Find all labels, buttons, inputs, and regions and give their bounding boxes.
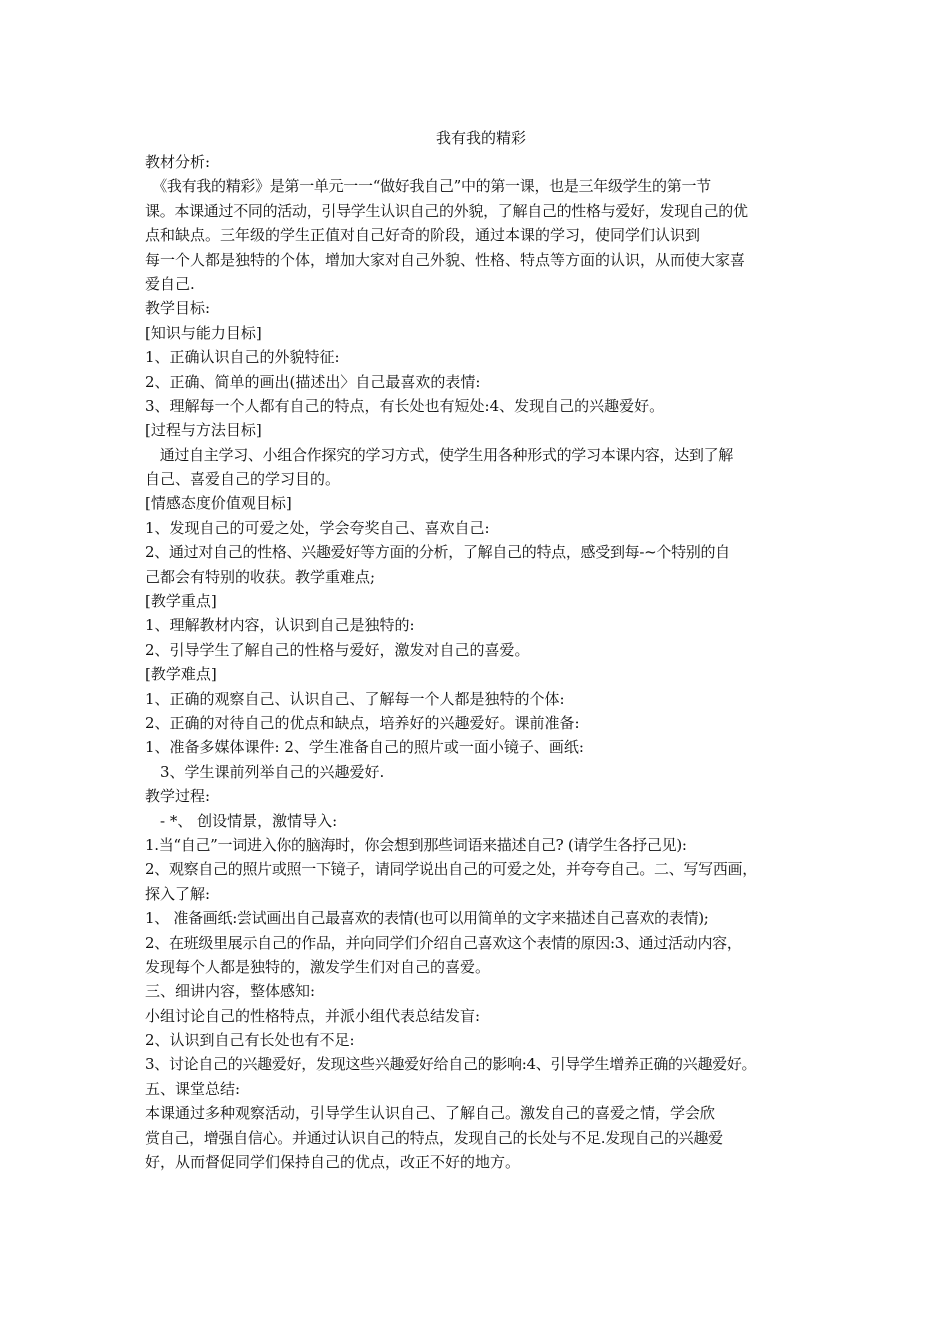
list-item: 1、 准备画纸:尝试画出自己最喜欢的表情(也可以用简单的文字来描述自己喜欢的表情); (145, 909, 709, 928)
section-heading: 教材分析: (145, 153, 211, 171)
paragraph-line: 自己、喜爱自己的学习目的。 (145, 470, 341, 489)
list-item: 1、理解教材内容，认识到自己是独特的: (145, 616, 415, 635)
list-item: 1、准备多媒体课件: 2、学生准备自己的照片或一面小镜子、画纸: (145, 738, 584, 757)
list-item: 2、引导学生了解自己的性格与爱好，激发对自己的喜爱。 (145, 640, 530, 659)
paragraph-line: 课。本课通过不同的活动，引导学生认识自己的外貌，了解自己的性格与爱好，发现自己的优 (145, 201, 748, 220)
list-item: 探入了解: (145, 884, 211, 903)
paragraph-line: 赏自己，增强自信心。并通过认识自己的特点，发现自己的长处与不足.发现自己的兴趣爱 (145, 1128, 723, 1147)
subsection-heading: [教学重点] (145, 592, 217, 611)
section-heading: 教学目标: (145, 299, 211, 318)
list-item: 己都会有特别的收获。教学重难点; (145, 567, 376, 586)
step-heading: 五、课堂总结: (145, 1079, 241, 1098)
paragraph-line: 每一个人都是独特的个体，增加大家对自己外貌、性格、特点等方面的认识，从而使大家喜 (145, 250, 746, 269)
paragraph-line: 《我有我的精彩》是第一单元一一“做好我自己”中的第一课，也是三年级学生的第一节 (145, 177, 711, 196)
paragraph-line: 爱自己. (145, 274, 195, 293)
list-item: 2、在班级里展示自己的作品，并向同学们介绍自己喜欢这个表情的原因:3、通过活动内容， (145, 933, 742, 952)
paragraph-line: 点和缺点。三年级的学生正值对自己好奇的阶段，通过本课的学习，使同学们认识到 (145, 226, 701, 245)
step-heading: - *、 创设情景，激情导入: (145, 811, 338, 830)
list-item: 3、讨论自己的兴趣爱好，发现这些兴趣爱好给自己的影响:4、引导学生增养正确的兴趣爱好。 (145, 1055, 757, 1074)
list-item: 2、观察自己的照片或照一下镜子，请同学说出自己的可爱之处，并夸夸自己。二、写写西画， (145, 860, 757, 879)
document-page (145, 126, 817, 1174)
list-item: 3、理解每一个人都有自己的特点，有长处也有短处:4、发现自己的兴趣爱好。 (145, 396, 665, 415)
paragraph-line: 好，从而督促同学们保持自己的优点，改正不好的地方。 (145, 1153, 521, 1172)
subsection-heading: [过程与方法目标] (145, 421, 262, 440)
document-title: 我有我的精彩 (435, 129, 526, 147)
list-item: 发现每个人都是独特的，激发学生们对自己的喜爱。 (145, 957, 491, 976)
section-heading: 教学过程: (145, 787, 211, 806)
list-item: 2、认识到自己有长处也有不足: (145, 1031, 355, 1050)
subsection-heading: [知识与能力目标] (145, 323, 262, 342)
subsection-heading: [情感态度价值观目标] (145, 494, 292, 513)
list-item: 1、正确认识自己的外貌特征: (145, 348, 340, 367)
list-item: 1、正确的观察自己、认识自己、了解每一个人都是独特的个体: (145, 689, 565, 708)
list-item: 1.当“自己”一词进入你的脑海时，你会想到那些词语来描述自己? (请学生各抒己见): (145, 835, 687, 854)
list-item: 2、正确、简单的画出(描述出〉自己最喜欢的表情: (145, 372, 481, 391)
step-heading: 三、细讲内容，整体感知: (145, 982, 316, 1001)
document-body (145, 150, 817, 1174)
list-item: 1、发现自己的可爱之处，学会夸奖自己、喜欢自己: (145, 518, 490, 537)
list-item: 小组讨论自己的性格特点，并派小组代表总结发盲: (145, 1006, 481, 1025)
list-item: 2、通过对自己的性格、兴趣爱好等方面的分析，了解自己的特点，感受到每-~个特别的自 (145, 543, 730, 562)
list-item: 2、正确的对待自己的优点和缺点，培养好的兴趣爱好。课前准备: (145, 713, 580, 732)
paragraph-line: 本课通过多种观察活动，引导学生认识自己、了解自己。激发自己的喜爱之情，学会欣 (145, 1104, 716, 1123)
subsection-heading: [教学难点] (145, 665, 217, 684)
paragraph-line: 通过自主学习、小组合作探究的学习方式，使学生用各种形式的学习本课内容，达到了解 (145, 445, 734, 464)
list-item: 3、学生课前列举自己的兴趣爱好. (145, 762, 385, 781)
